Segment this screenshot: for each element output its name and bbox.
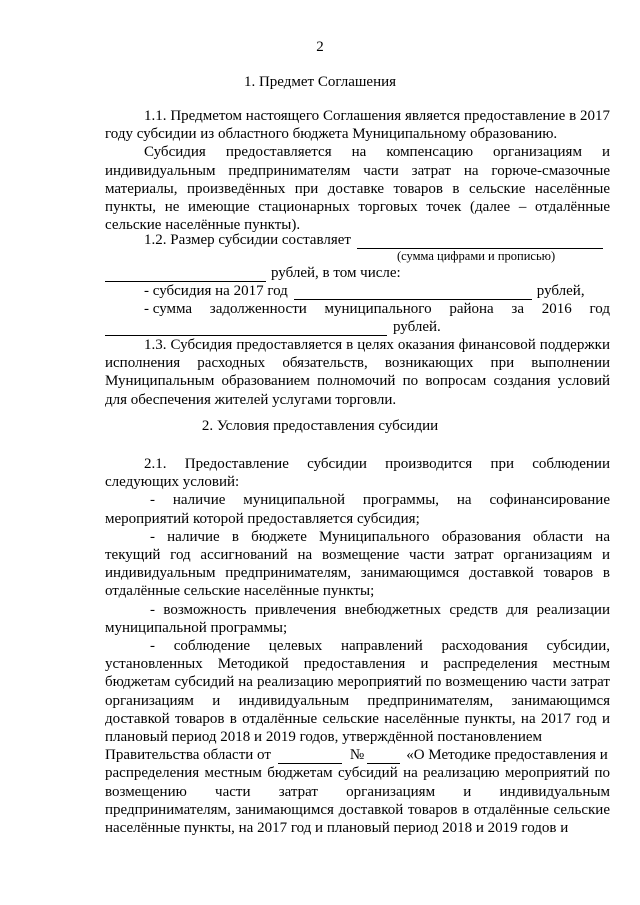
condition-target-directions: - соблюдение целевых направлений расходования субсидии, установленных Методикой предоставления и распределения местным бюджетам субсидий на реализацию мероприятий по возмещению части затрат организациям и индивидуальным предпринимателям, занимающимся доставкой товаров в отдалённые сельские населённые пункты, на 2017 год и плановый период 2018 и 2019 годов, утверждённой постановлением [105,638,610,746]
debt-word: задолженности [209,301,307,317]
paragraph-1-1: 1.1. Предметом настоящего Соглашения является предоставление в 2017 году субсидии из областного бюджета Муниципальному образованию. [105,108,610,143]
government-resolution-row [105,746,610,764]
debt-amount-blank [105,321,387,336]
rubles-comma-text: рублей, [536,282,585,299]
subsidy-amount-label: 1.2. Размер субсидии составляет [144,231,351,248]
paragraph-1-2-row [105,231,610,249]
paragraph-subsidy: Субсидия предоставляется на компенсацию организациям и индивидуальным предпринимателям части затрат на горюче-смазочные материалы, произведённых при доставке товаров в сельские населённые пункты, не имеющие стационарных торговых точек (далее – отдалённые сельские населённые пункты). [105,144,610,234]
section-1-title: 1. Предмет Соглашения [243,74,397,90]
condition-budget: - наличие в бюджете Муниципального образования области на текущий год ассигнований на возмещение части затрат организациям и индивидуальным предпринимателям, занимающимся доставкой товаров в отдалённые сельские населённые пункты; [105,528,610,600]
page-number: 2 [316,39,324,55]
condition-extrabudget: - возможность привлечения внебюджетных средств для реализации муниципальной программы; [105,601,610,636]
condition-program: - наличие муниципальной программы, на софинансирование мероприятий которой предоставляется субсидия; [105,492,610,527]
debt-word: за [511,301,525,317]
resolution-date-blank [278,749,342,764]
debt-word: 2016 [541,301,572,317]
government-from-text: Правительства области от [105,747,271,764]
amount-continuation-blank [105,267,266,282]
rubles-dot-text: рублей. [393,318,441,335]
debt-word: год [589,301,610,317]
paragraph-1-3: 1.3. Субсидия предоставляется в целях оказания финансовой поддержки исполнения расходных обязательств, возникающих при выполнении Муниципальным образованием полномочий по вопросам создания условий для обеспечения жителей услугами торговли. [105,337,610,408]
debt-word: - сумма [144,301,193,317]
subsidy-2017-row [105,282,610,300]
number-sign: № [349,747,365,764]
resolution-number-blank [367,749,400,764]
subsidy-2017-blank [294,285,532,300]
paragraph-1-3-block [105,336,610,409]
methodology-continuation: распределения местным бюджетам субсидий на реализацию мероприятий по возмещению части затрат организациям и индивидуальным предпринимателям, занимающимся доставкой товаров в отдалённые сельские населённые пункты, на 2017 год и плановый период 2018 и 2019 годов и [105,765,610,837]
section-2-title: 2. Условия предоставления субсидии [201,418,439,434]
section-1-body [105,107,610,234]
debt-word: муниципального [324,301,432,317]
rubles-including-text: рублей, в том числе: [271,264,401,281]
amount-continuation-row [105,264,610,282]
amount-caption: (сумма цифрами и прописью) [397,249,556,263]
subsidy-2017-label: - субсидия на 2017 год [144,282,288,299]
debt-amount-row [105,318,610,336]
debt-2016-row [105,300,610,318]
paragraph-2-1: 2.1. Предоставление субсидии производится при соблюдении следующих условий: [105,456,610,491]
section-2-body [105,455,610,837]
debt-word: района [449,301,494,317]
methodology-title-start: «О Методике предоставления и [406,747,608,764]
subsidy-amount-blank [357,234,603,249]
